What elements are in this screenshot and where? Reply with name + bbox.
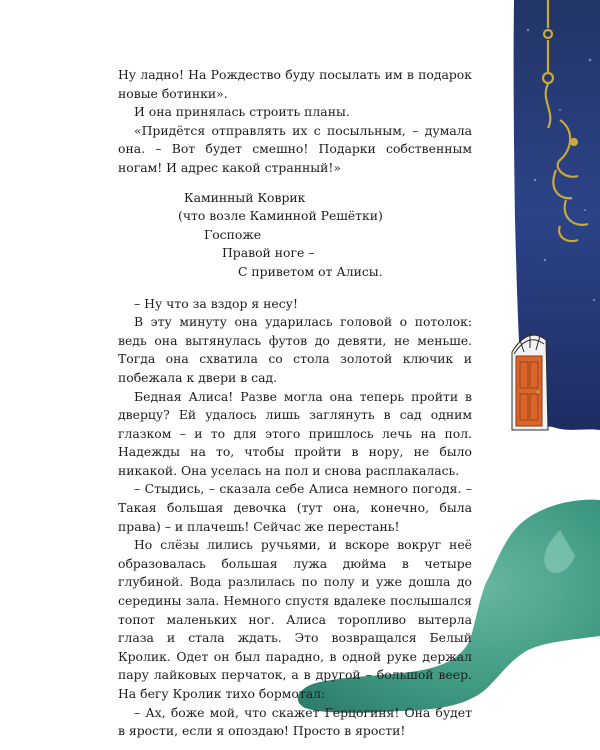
- tiny-door: [512, 333, 548, 430]
- paragraph: «Придётся отправлять их с посыльным, – думала она. – Вот будет смешно! Подарки собственным ногам! И адрес какой странный!»: [118, 122, 472, 175]
- paragraph: В эту минуту она ударилась головой о потолок: ведь она вытянулась футов до девяти, не меньше. Тогда она схватила со стола золотой ключик и побежала к двери в сад.: [118, 314, 472, 385]
- poem-line: С приветом от Алисы.: [238, 263, 383, 279]
- poem-line: Каминный Коврик: [184, 189, 306, 205]
- paragraph: – Ах, боже мой, что скажет Герцогиня! Она будет в ярости, если я опоздаю! Просто в ярости!: [118, 704, 472, 739]
- paragraph: И она принялась строить планы.: [134, 104, 350, 120]
- poem-line: Госпоже: [204, 226, 262, 242]
- story-text: [118, 66, 472, 741]
- address-poem: [118, 189, 472, 282]
- poem-line: (что возле Каминной Решётки): [178, 208, 383, 224]
- paragraph: Но слёзы лились ручьями, и вскоре вокруг неё образовалась большая лужа дюйма в четыре глубиной. Вода разлилась по полу и уже дошла до середины зала. Немного спустя вдалеке послышался топот маленьких ног. Алиса торопливо вытерла глаза и стала ждать. Это возвращался Белый Кролик. Одет он был парадно, в одной руке держал пару лайковых перчаток, а в другой – большой веер. На бегу Кролик тихо бормотал:: [118, 537, 472, 701]
- paragraph: – Стыдись, – сказала себе Алиса немного погодя. – Такая большая девочка (тут она, конечно, была права) – и плачешь! Сейчас же перестань!: [118, 481, 472, 534]
- paragraph: Бедная Алиса! Разве могла она теперь пройти в дверцу? Ей удалось лишь заглянуть в сад одним глазком – и то для этого пришлось лечь на пол. Надежды на то, чтобы пройти в нору, не было никакой. Она уселась на пол и снова расплакалась.: [118, 388, 472, 478]
- paragraph: – Ну что за вздор я несу!: [134, 295, 298, 311]
- paragraph: Ну ладно! На Рождество буду посылать им в подарок новые ботинки».: [118, 67, 472, 101]
- poem-line: Правой ноге –: [222, 245, 315, 261]
